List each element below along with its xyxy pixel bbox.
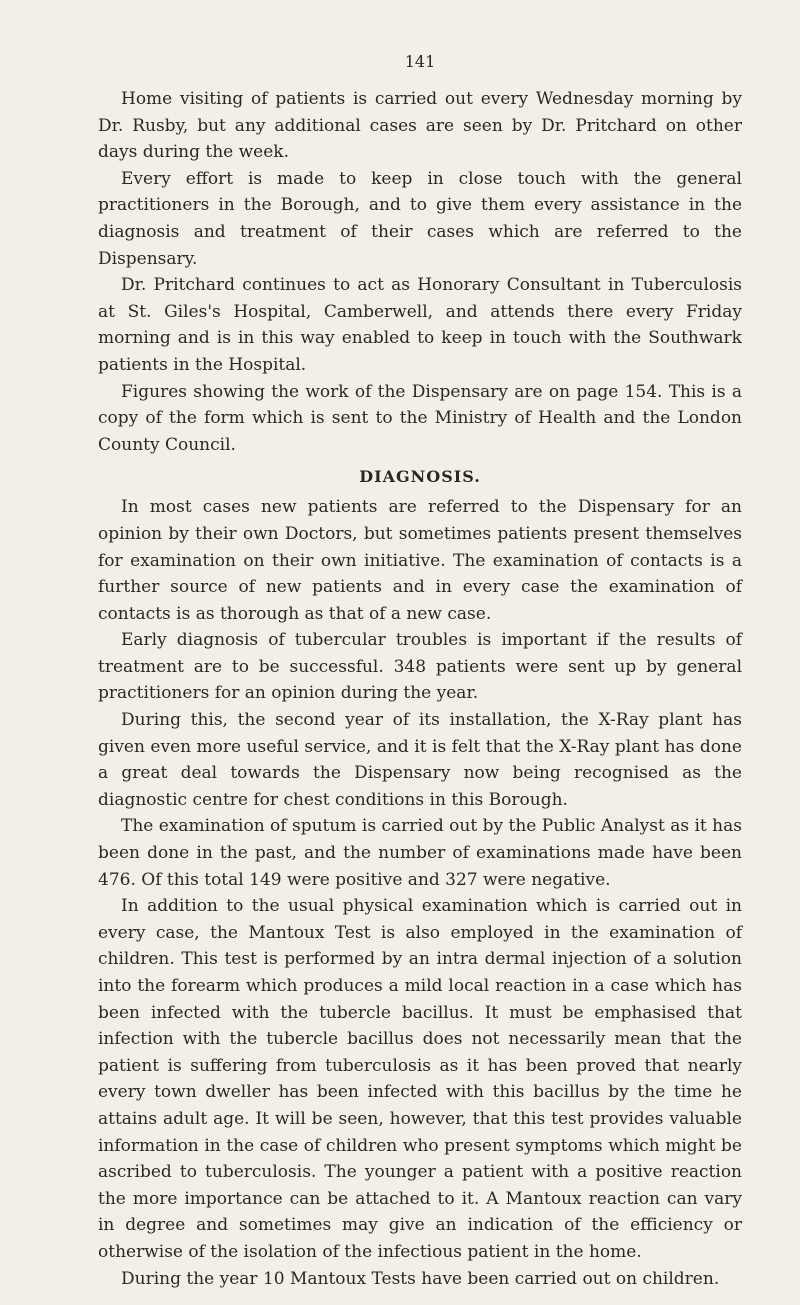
paragraph-general-practitioners: Every effort is made to keep in close touch with the general practitioners in the Borough, and to give them every assistance in the diagnosis and treatment of their cases which are referred to the Dispensary.	[98, 168, 742, 269]
paragraph-mantoux-count: During the year 10 Mantoux Tests have been carried out on children.	[121, 1268, 720, 1289]
paragraph-mantoux-test: In addition to the usual physical examination which is carried out in every case, the Mantoux Test is also employed in the examination of children. This test is performed by an intra dermal injection of a solution into the forearm which produces a mild local reaction in a case which has been infected with the tubercle bacillus. It must be emphasised that infection with the tubercle bacillus does not necessarily mean that the patient is suffering from tuberculosis as it has been proved that nearly every town dweller has been infected with this bacillus by the time he attains adult age. It will be seen, however, that this test provides valuable information in the case of children who present symptoms which might be ascribed to tuberculosis. The younger a patient with a positive reaction the more importance can be attached to it. A Mantoux reaction can vary in degree and sometimes may give an indication of the efficiency or otherwise of the isolation of the infectious patient in the home.	[98, 896, 742, 1262]
paragraph-early-diagnosis: Early diagnosis of tubercular troubles is important if the results of treatment are to be successful. 348 patients were sent up by general practitioners for an opinion during the year.	[98, 630, 742, 704]
paragraph-x-ray-plant: During this, the second year of its installation, the X-Ray plant has given even more useful service, and it is felt that the X-Ray plant has done a great deal towards the Dispensary now being recognised as the diagnostic centre for chest conditions in this Borough.	[98, 710, 742, 810]
paragraph-figures-form: Figures showing the work of the Dispensary are on page 154. This is a copy of the form which is sent to the Ministry of Health and the London County Council.	[98, 381, 742, 455]
paragraph-new-patients: In most cases new patients are referred to the Dispensary for an opinion by their own Doctors, but sometimes patients present themselves for examination on their own initiative. The examination of contacts is a further source of new patients and in every case the examination of contacts is as thorough as that of a new case.	[98, 497, 742, 624]
paragraph-sputum-examination: The examination of sputum is carried out by the Public Analyst as it has been done in the past, and the number of examinations made have been 476. Of this total 149 were positive and 327 were negative.	[98, 816, 742, 890]
section-heading-diagnosis: DIAGNOSIS.	[359, 467, 481, 487]
paragraph-honorary-consultant: Dr. Pritchard continues to act as Honorary Consultant in Tuberculosis at St. Giles's Hospital, Camberwell, and attends there every Friday morning and is in this way enabled to keep in touch with the Southwark patients in the Hospital.	[98, 275, 742, 375]
document-page	[98, 52, 742, 1292]
paragraph-home-visiting: Home visiting of patients is carried out every Wednesday morning by Dr. Rusby, but any additional cases are seen by Dr. Pritchard on other days during the week.	[98, 89, 742, 163]
page-number: 141	[404, 52, 436, 71]
